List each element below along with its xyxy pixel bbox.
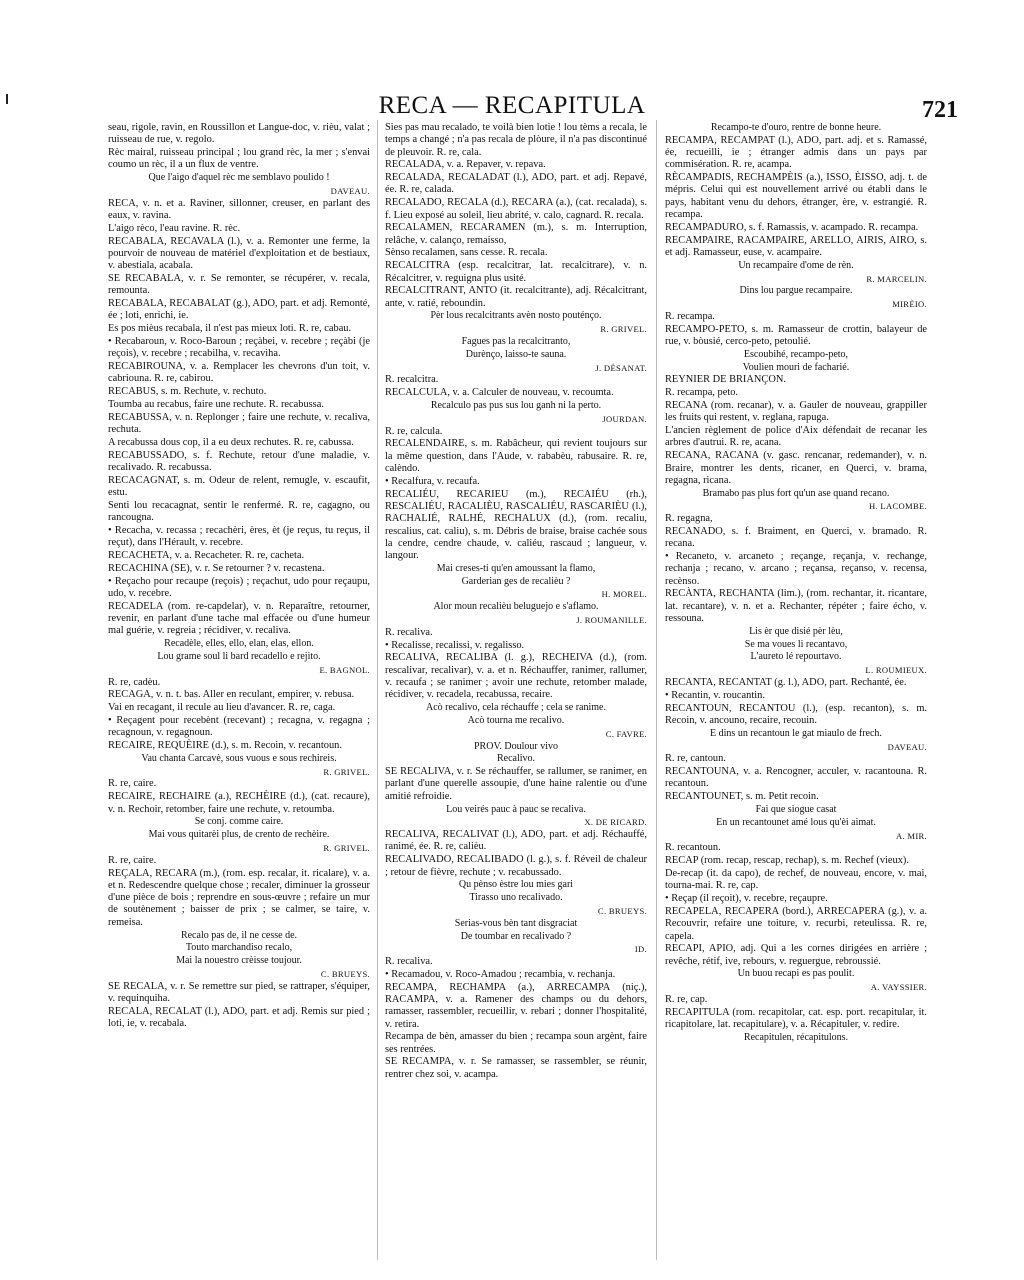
entry-text: SE RECAMPA, v. r. Se ramasser, se rassembler, se réunir, rentrer chez soi, v. acampa. xyxy=(385,1056,647,1080)
entry-text: Que l'aigo d'aquel rèc me semblavo poulido ! xyxy=(148,172,330,184)
entry-text: RECACAGNAT, s. m. Odeur de relent, remugle, v. escaufit, estu. xyxy=(108,474,370,499)
entry-text: RECALENDAIRE, s. m. Rabâcheur, qui revient toujours sur la même question, dans l'Aude, v. rababèu, rabusaire. R. re, calèndo. xyxy=(385,438,647,475)
entry-text: Serias-vous bèn tant disgraciat xyxy=(454,917,578,929)
entry-text: E dins un recantoun le gat miaulo de frech. xyxy=(710,727,882,739)
entry-text: Es pos mièus recabala, il n'est pas mieux loti. R. re, cabau. xyxy=(108,323,352,335)
column-left xyxy=(108,122,370,1270)
entry-text: R. re, caire. xyxy=(108,778,157,790)
entry-text: PROV. Doulour vivo xyxy=(474,740,558,752)
entry-text: Acò tourna me recalivo. xyxy=(467,714,565,726)
entry-text: Escoubihé, recampo-peto, xyxy=(743,348,849,360)
entry-text: MIRÈIO. xyxy=(892,299,927,310)
entry-text: Mai creses-ti qu'en amoussant la flamo, xyxy=(436,562,596,574)
entry-text: • Recamadou, v. Roco-Amadou ; recambia, v. rechanja. xyxy=(385,968,616,980)
entry-text: RECALA, RECALAT (l.), ADO, part. et adj. Remis sur pied ; loti, ie, v. recabala. xyxy=(108,1005,370,1030)
page-number: 721 xyxy=(922,97,958,123)
entry-text: RECABALA, RECABALAT (g.), ADO, part. et adj. Remonté, ée ; loti, enrichi, ie. xyxy=(108,298,370,322)
entry-text: R. MARCELIN. xyxy=(866,273,927,284)
entry-text: RECALADO, RECALA (d.), RECARA (a.), (cat. recalada), s. f. Lieu exposé au soleil, lieu abrité, v. calo, cagnard. R. recala. xyxy=(385,197,647,221)
entry-text: Recalivo. xyxy=(496,753,536,765)
entry-text: • Reçacho pour recaupe (reçois) ; reçachut, udo pour reçaupu, udo, v. recebre. xyxy=(108,575,370,599)
entry-text: C. BRUEYS. xyxy=(597,905,647,916)
entry-text: Garderian ges de recalièu ? xyxy=(461,575,571,587)
entry-text: H. MOREL. xyxy=(601,589,647,600)
entry-text: RECACHINA (SE), v. r. Se retourner ? v. recastena. xyxy=(108,562,325,574)
entry-text: R. recampa, peto. xyxy=(665,387,738,399)
entry-text: RECAMPO-PETO, s. m. Ramasseur de crottin, balayeur de rue, v. bòusié, cerco-peto, petoulié. xyxy=(665,323,927,348)
entry-text: Qu pènso èstre lou mies gari xyxy=(458,879,574,891)
entry-text: RECALADA, RECALADAT (l.), ADO, part. et adj. Repavé, ée. R. re, calada. xyxy=(385,172,647,196)
entry-text: RECALIÉU, RECARIEU (m.), RECAIÉU (rh.), RESCALIÉU, RACALIÈU, RASCALIÉU, RASCARIÈU (l.), RACHALIÉ, RALHÉ, RECHALUX (d.), (rom. recaliu, rescalius, cat. caliu), s. m. Débris de braise, braise cachée sous la cendre, cendre chaude, v. caliéu, rascaud ; langueur, v. langour. xyxy=(385,488,647,562)
entry-text: REÇALA, RECARA (m.), (rom. esp. recalar, it. ricalare), v. a. et n. Redescendre quelque chose ; recaler, diminuer la grosseur d'une pièce de bois ; reprendre en sous-œuvre ; refaire un mur de soutènement ; baisser de prix ; se calmer, se taire, v. remeisa. xyxy=(108,867,370,928)
entry-text: REYNIER DE BRIANÇON. xyxy=(665,374,786,386)
running-title: RECA — RECAPITULA xyxy=(378,92,646,119)
entry-text: RECACHETA, v. a. Recacheter. R. re, cacheta. xyxy=(108,550,305,562)
entry-text: RECANTOUNA, v. a. Rencogner, acculer, v. racantouna. R. recantoun. xyxy=(665,766,927,790)
entry-text: Lis èr que disié pèr lèu, xyxy=(749,625,843,637)
entry-text: ID. xyxy=(634,944,647,955)
entry-text: H. LACOMBE. xyxy=(869,501,927,512)
entry-text: RECAPI, APIO, adj. Qui a les cornes dirigées en arrière ; revêche, rétif, ive, rebours, v. reguergue, rebroussié. xyxy=(665,943,927,967)
entry-text: RECAGA, v. n. t. bas. Aller en reculant, empirer, v. rebusa. xyxy=(108,689,355,701)
entry-text: RECALIVADO, RECALIBADO (l. g.), s. f. Réveil de chaleur ; retour de fièvre, rechute ; v. recabussado. xyxy=(385,854,647,878)
entry-text: Fagues pas la recalcitranto, xyxy=(461,336,571,348)
entry-text: RECANA (rom. recanar), v. a. Gauler de nouveau, grappiller les fruits qui restent, v. reglana, rapuga. xyxy=(665,400,927,424)
entry-text: Recampo-te d'ouro, rentre de bonne heure. xyxy=(710,122,882,133)
entry-text: Bramabo pas plus fort qu'un ase quand recano. xyxy=(702,487,890,499)
entry-text: RECABUSSA, v. n. Replonger ; faire une rechute, v. recaliva, rechuta. xyxy=(108,411,370,436)
entry-text: Toumba au recabus, faire une rechute. R. recabussa. xyxy=(108,399,324,411)
entry-text: Acò recalivo, cela réchauffe ; cela se ranime. xyxy=(426,702,606,714)
entry-text: RECALCITRANT, ANTO (it. recalcitrante), adj. Récalcitrant, ante, v. ratié, reboundin. xyxy=(385,285,647,309)
entry-text: RÈCAMPADIS, RECHAMPÈIS (a.), ISSO, ÈISSO, adj. t. de mépris. Celui qui est nouvellement arrivé ou établi dans le pays, habitant venu du dehors, étranger, ère, v. estrangié. R. recampa. xyxy=(665,172,927,221)
entry-text: SE RECABALA, v. r. Se remonter, se récupérer, v. recala, remounta. xyxy=(108,273,370,297)
entry-text: Mai la nouestro crèisse toujour. xyxy=(176,955,302,967)
entry-text: Recampa de bèn, amasser du bien ; recampa soun argènt, faire ses rentrées. xyxy=(385,1031,647,1055)
entry-text: R. re, cap. xyxy=(665,993,708,1005)
entry-text: R. recalcitra. xyxy=(385,374,439,386)
entry-text: L'ancien règlement de police d'Aix défendait de recanar les arbres d'autrui. R. re, acana. xyxy=(665,425,927,449)
entry-text: Vau chanta Carcavè, sous vuous e sous rechireis. xyxy=(141,752,337,764)
entry-text: SE RECALIVA, v. r. Se réchauffer, se rallumer, se ranimer, en parlant d'une querelle assoupie, d'une haine ralentie ou d'une amitié refroidie. xyxy=(385,766,647,802)
entry-text: R. re, cantoun. xyxy=(665,753,726,765)
entry-text: • Recacha, v. recassa ; recachèri, ères, èt (je reçus, tu reçus, il reçut), dans l'Hérault, v. recebre. xyxy=(108,525,370,549)
entry-text: Mai vous quitarèi plus, de crento de rechèire. xyxy=(148,829,330,841)
entry-text: Rèc mairal, ruisseau principal ; lou grand rèc, la mer ; s'envai coumo un rèc, il a un flux de ventre. xyxy=(108,147,370,171)
entry-text: RECANTOUNET, s. m. Petit recoin. xyxy=(665,791,819,803)
entry-text: RECALIVA, RECALIBA (l. g.), RECHEIVA (d.), (rom. rescalivar, recalivar), v. a. et n. Réchauffer, ranimer, rallumer, v. recaufa ; se ranimer ; avoir une rechute, retomber malade, récidiver, v. recadela, recabussa, recaire. xyxy=(385,652,647,701)
entry-text: RECAPITULA (rom. recapitolar, cat. esp. port. recapitular, it. ricapitolare, lat. recapitulare), v. a. Récapituler, v. redire. xyxy=(665,1006,927,1031)
entry-text: RECAMPADURO, s. f. Ramassis, v. acampado. R. recampa. xyxy=(665,221,919,233)
entry-text: Recalculo pas pus sus lou ganh ni la perto. xyxy=(430,400,602,412)
entry-text: • Reçagent pour recebènt (recevant) ; recagna, v. regagna ; recagnoun, v. regagnoun. xyxy=(108,714,370,739)
entry-text: RECADELA (rom. re-capdelar), v. n. Reparaître, retourner, revenir, en parlant d'une tache mal effacée ou d'une humeur mal guérie, v. regreia ; récidiver, v. recaliva. xyxy=(108,600,370,637)
column-right xyxy=(665,122,927,1270)
entry-text: RECABUS, s. m. Rechute, v. rechuto. xyxy=(108,386,267,398)
column-rule xyxy=(656,120,657,1260)
entry-text: • Recaneto, v. arcaneto ; reçange, reçanja, v. rechange, rechanja ; recano, v. arcano ; reçansa, reçanso, v. recensa, recènso. xyxy=(665,551,927,587)
entry-text: RECAMPA, RECHAMPA (a.), ARRECAMPA (niç.), RACAMPA, v. a. Ramener des champs ou du dehors, ramasser, rassembler, recueillir, v. rebari ; donner l'hospitalité, v. retira. xyxy=(385,981,647,1030)
entry-text: Tirasso uno recalivado. xyxy=(469,892,563,904)
entry-text: RECAMPA, RECAMPAT (l.), ADO, part. adj. et s. Ramassé, ée, recueilli, ie ; étranger admis dans un pays par commisération. R. re, acampa. xyxy=(665,134,927,171)
entry-text: R. re, caire. xyxy=(108,854,157,866)
entry-text: RECALCULA, v. a. Calculer de nouveau, v. recoumta. xyxy=(385,387,614,399)
entry-text: • Recalisse, recalissi, v. regalisso. xyxy=(385,639,525,651)
entry-text: E. BAGNOL. xyxy=(319,664,370,675)
entry-text: DAVEAU. xyxy=(330,185,370,196)
entry-text: R. recaliva. xyxy=(385,956,433,968)
entry-text: R. recampa. xyxy=(665,310,715,322)
entry-text: • Recabaroun, v. Roco-Baroun ; reçàbei, v. recebre ; reçàbi (je reçois), v. recebre ; recabilha, v. recaviha. xyxy=(108,336,370,360)
entry-text: De-recap (it. da capo), de rechef, de nouveau, encore, v. mai, tourna-mai. R. re, cap. xyxy=(665,868,927,892)
entry-text: Touto marchandiso recalo, xyxy=(185,942,293,954)
entry-text: RECABIROUNA, v. a. Remplacer les chevrons d'un toit, v. cabriouna. R. re, cabirou. xyxy=(108,361,370,385)
entry-text: X. DE RICARD. xyxy=(584,817,647,828)
entry-text: • Reçap (il reçoit), v. recebre, reçaupre. xyxy=(665,893,828,905)
column-middle xyxy=(385,122,647,1270)
entry-text: Pèr lous recalcitrants avèn nosto pouténço. xyxy=(430,310,602,322)
entry-text: Lou grame soul li bard recadello e rejito. xyxy=(157,650,321,662)
entry-text: R. regagna, xyxy=(665,513,713,525)
entry-text: RECANTA, RECANTAT (g. l.), ADO, part. Rechanté, ée. xyxy=(665,677,907,689)
entry-text: Recapitulen, récapitulons. xyxy=(743,1031,849,1043)
entry-text: R. re, cadèu. xyxy=(108,676,161,688)
entry-text: J. ROUMANILLE. xyxy=(576,615,647,626)
entry-text: • Recalfura, v. recaufa. xyxy=(385,475,480,487)
entry-text: A recabussa dous cop, il a eu deux rechutes. R. re, cabussa. xyxy=(108,436,354,448)
entry-text: • Recantin, v. roucantin. xyxy=(665,689,765,701)
entry-text: SE RECALA, v. r. Se remettre sur pied, se rattraper, s'équiper, v. requinquiha. xyxy=(108,980,370,1004)
entry-text: Sènso recalamen, sans cesse. R. recala. xyxy=(385,247,548,259)
entry-text: Dins lou pargue recampaire. xyxy=(739,285,853,297)
entry-text: Sies pas mau recalado, te voilà bien lotie ! lou tèms a recala, le temps a changé ; n'a pas recala de plòure, il n'a pas discontinué de pleuvoir. R. re, cala. xyxy=(385,122,647,158)
entry-text: seau, rigole, ravin, en Roussillon et Langue-doc, v. rièu, valat ; ruisseau de rue, v. regolo. xyxy=(108,122,370,146)
entry-text: Un recampaire d'ome de rèn. xyxy=(738,259,854,271)
entry-text: RECAIRE, REQUÈIRE (d.), s. m. Recoin, v. recantoun. xyxy=(108,740,342,752)
entry-text: RECAMPAIRE, RACAMPAIRE, ARELLO, AIRIS, AIRO, s. et adj. Ramasseur, euse, v. acampaire. xyxy=(665,234,927,258)
entry-text: R. GRIVEL. xyxy=(323,842,370,853)
entry-text: JOURDAN. xyxy=(602,413,647,424)
entry-text: Durènço, laisso-te sauna. xyxy=(465,348,567,360)
entry-text: C. BRUEYS. xyxy=(320,968,370,979)
entry-text: Fai que siogue casat xyxy=(755,804,837,816)
entry-text: DAVEAU. xyxy=(887,741,927,752)
entry-text: J. DÉSANAT. xyxy=(595,362,647,373)
entry-text: De toumbar en recalivado ? xyxy=(460,930,572,942)
entry-text: RECANADO, s. f. Braiment, en Querci, v. bramado. R. recana. xyxy=(665,526,927,550)
entry-text: R. recantoun. xyxy=(665,842,721,854)
entry-text: Voulien mouri de facharié. xyxy=(742,361,850,373)
entry-text: Vai en recagant, il recule au lieu d'avancer. R. re, caga. xyxy=(108,702,336,714)
entry-text: Senti lou recacagnat, sentir le renfermé. R. re, cagagno, ou rancougna. xyxy=(108,499,370,524)
entry-text: Recalo pas de, il ne cesse de. xyxy=(180,929,298,941)
entry-text: RECANA, RACANA (v. gasc. rencanar, redemander), v. n. Braire, montrer les dents, ricaner, en Querci, v. brama, regagna, ricana. xyxy=(665,450,927,486)
entry-text: RECAP (rom. recap, rescap, rechap), s. m. Rechef (vieux). xyxy=(665,855,909,867)
entry-text: L. ROUMIEUX. xyxy=(865,665,927,676)
entry-text: A. MIR. xyxy=(896,830,927,841)
entry-text: RECALIVA, RECALIVAT (l.), ADO, part. et adj. Réchauffé, ranimé, ée. R. re, calièu. xyxy=(385,829,647,853)
entry-text: L'aureto lé repourtavo. xyxy=(750,651,842,663)
entry-text: Lou veirés pauc à pauc se recaliva. xyxy=(446,803,586,815)
entry-text: R. GRIVEL. xyxy=(323,766,370,777)
entry-text: RECÀNTA, RECHANTA (lim.), (rom. rechantar, it. ricantare, lat. recantare), v. n. et a. Rechanter, répéter ; faire écho, v. ressouna. xyxy=(665,588,927,625)
entry-text: Alor moun recalièu beluguejo e s'aflamo. xyxy=(433,601,599,613)
entry-text: Un buou recapi es pas poulit. xyxy=(737,968,855,980)
entry-text: RECANTOUN, RECANTOU (l.), (esp. recanton), s. m. Recoin, v. ancouno, recaire, recouin. xyxy=(665,702,927,726)
entry-text: RECAPELA, RECAPERA (bord.), ARRECAPERA (g.), v. a. Recouvrir, refaire une toiture, v. recurbi, reteulissa. R. re, capela. xyxy=(665,905,927,942)
entry-text: RECALCITRA (esp. recalcitrar, lat. recalcitrare), v. n. Récalcitrer, v. reguigna plus usité. xyxy=(385,260,647,284)
entry-text: L'aigo rèco, l'eau ravine. R. rèc. xyxy=(108,222,241,234)
entry-text: C. FAVRE. xyxy=(605,728,647,739)
entry-text: RECAIRE, RECHAIRE (a.), RECHÈIRE (d.), (cat. recaure), v. n. Rechoir, retomber, faire une rechute, v. retoumba. xyxy=(108,791,370,815)
entry-text: A. VAYSSIER. xyxy=(870,982,927,993)
entry-text: R. re, calcula. xyxy=(385,425,443,437)
entry-text: Recadèle, elles, ello, elan, elas, ellon. xyxy=(164,638,314,650)
column-rule xyxy=(377,120,378,1260)
entry-text: R. GRIVEL. xyxy=(600,324,647,335)
entry-text: RECALAMEN, RECARAMEN (m.), s. m. Interruption, relâche, v. calanço, remaisso, xyxy=(385,222,647,246)
entry-text: RECABUSSADO, s. f. Rechute, retour d'une maladie, v. recalivado. R. recabussa. xyxy=(108,449,370,474)
entry-text: Se ma voues li recantavo, xyxy=(744,638,848,650)
entry-text: RECABALA, RECAVALA (l.), v. a. Remonter une ferme, la pourvoir de nouveau de matériel d'exploitation et de bestiaux, v. abestiala, acabala. xyxy=(108,235,370,272)
entry-text: Se conj. comme caire. xyxy=(194,816,284,828)
entry-text: En un recantounet amé lous qu'èi aimat. xyxy=(716,816,876,828)
entry-text: RECALADA, v. a. Repaver, v. repava. xyxy=(385,159,546,171)
entry-text: RECA, v. n. et a. Raviner, sillonner, creuser, en parlant des eaux, v. ravina. xyxy=(108,197,370,222)
entry-text: R. recaliva. xyxy=(385,626,433,638)
